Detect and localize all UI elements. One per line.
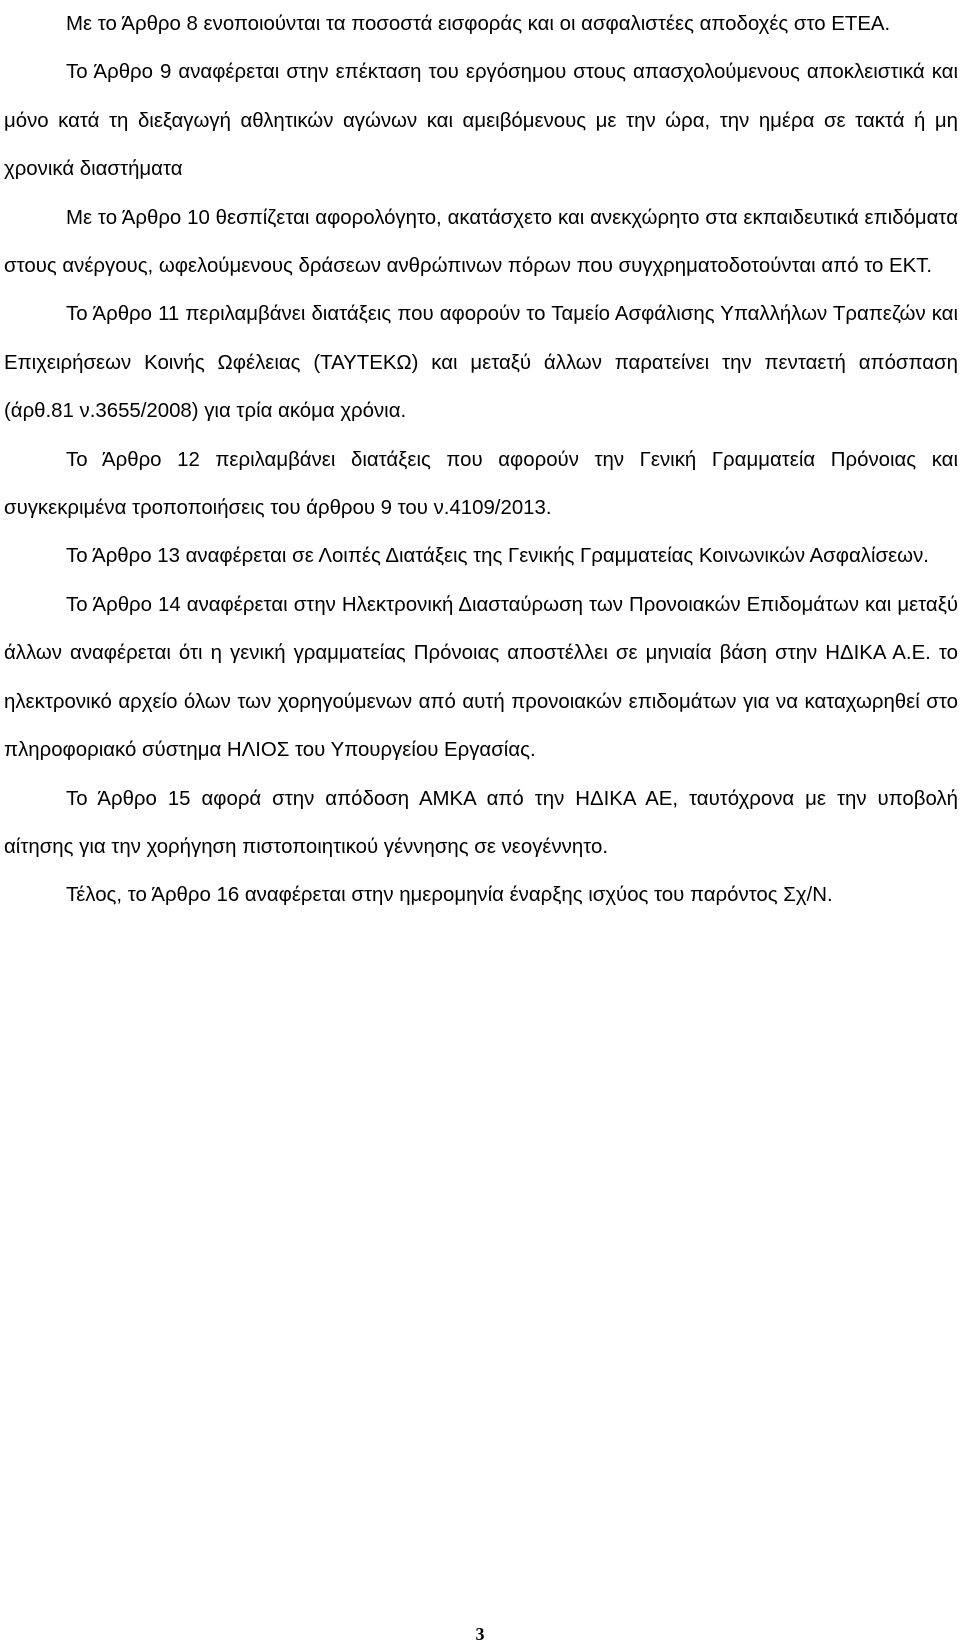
paragraph-article-14: Το Άρθρο 14 αναφέρεται στην Ηλεκτρονική Διασταύρωση των Προνοιακών Επιδομάτων και μεταξύ άλλων αναφέρεται ότι η γενική γραμματείας Πρόνοιας αποστέλλει σε μηνιαία βάση στην ΗΔΙΚΑ Α.Ε. το ηλεκτρονικό αρχείο όλων των χορηγούμενων από αυτή προνοιακών επιδομάτων για να καταχωρηθεί στο πληροφοριακό σύστημα ΗΛΙΟΣ του Υπουργείου Εργασίας. (4, 593, 958, 762)
paragraph-article-15: Το Άρθρο 15 αφορά στην απόδοση ΑΜΚΑ από την ΗΔΙΚΑ ΑΕ, ταυτόχρονα με την υποβολή αίτησης για την χορήγηση πιστοποιητικού γέννησης σε νεογέννητο. (4, 787, 958, 858)
page-number: 3 (475, 1624, 485, 1644)
paragraph-article-9: Το Άρθρο 9 αναφέρεται στην επέκταση του εργόσημου στους απασχολούμενους αποκλειστικά και μόνο κατά τη διεξαγωγή αθλητικών αγώνων και αμειβόμενους με την ώρα, την ημέρα σε τακτά ή μη χρονικά διαστήματα (4, 61, 958, 181)
paragraph-article-12: Το Άρθρο 12 περιλαμβάνει διατάξεις που αφορούν την Γενική Γραμματεία Πρόνοιας και συγκεκριμένα τροποποιήσεις του άρθρου 9 του ν.4109/2013. (4, 448, 958, 520)
document-body (4, 0, 958, 920)
paragraph-article-8: Με το Άρθρο 8 ενοποιούνται τα ποσοστά εισφοράς και οι ασφαλιστέες αποδοχές στο ΕΤΕΑ. (66, 13, 891, 35)
paragraph-article-10: Με το Άρθρο 10 θεσπίζεται αφορολόγητο, ακατάσχετο και ανεκχώρητο στα εκπαιδευτικά επιδόματα στους ανέργους, ωφελούμενους δράσεων ανθρώπινων πόρων που συγχρηματοδοτούνται από το ΕΚΤ. (4, 206, 958, 278)
paragraph-article-11: Το Άρθρο 11 περιλαμβάνει διατάξεις που αφορούν το Ταμείο Ασφάλισης Υπαλλήλων Τραπεζών και Επιχειρήσεων Κοινής Ωφέλειας (ΤΑΥΤΕΚΩ) και μεταξύ άλλων παρατείνει την πενταετή απόσπαση (άρθ.81 ν.3655/2008) για τρία ακόμα χρόνια. (4, 303, 958, 423)
paragraph-article-13: Το Άρθρο 13 αναφέρεται σε Λοιπές Διατάξεις της Γενικής Γραμματείας Κοινωνικών Ασφαλίσεων. (66, 545, 929, 568)
paragraph-article-16: Τέλος, το Άρθρο 16 αναφέρεται στην ημερομηνία έναρξης ισχύος του παρόντος Σχ/Ν. (66, 884, 833, 907)
